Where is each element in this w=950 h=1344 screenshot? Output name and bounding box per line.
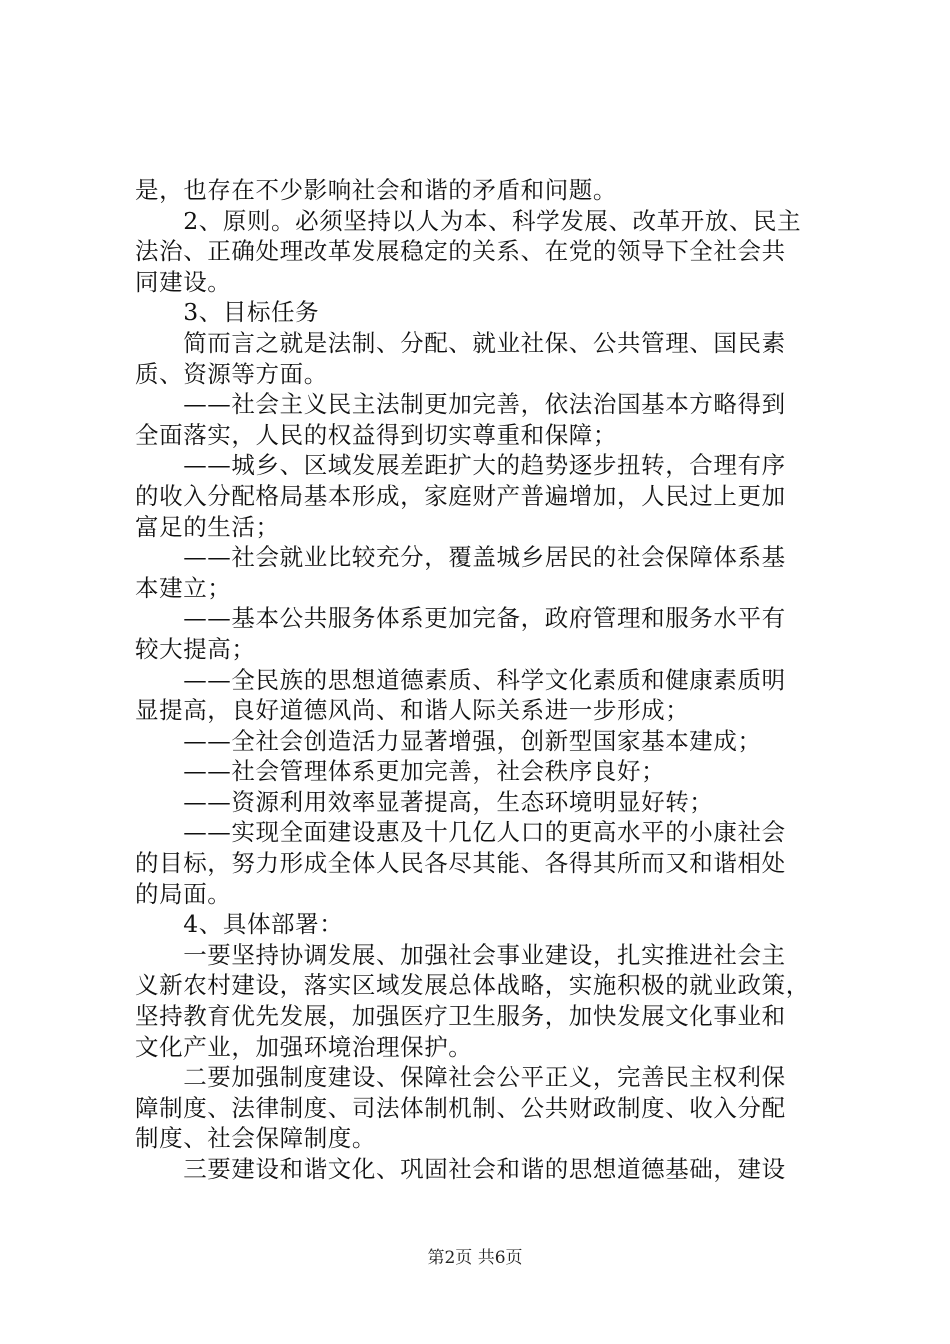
text-line: ——全社会创造活力显著增强，创新型国家基本建成； bbox=[135, 726, 762, 755]
text-line: 的收入分配格局基本形成，家庭财产普遍增加，人民过上更加 bbox=[135, 481, 786, 510]
text-line: ——城乡、区域发展差距扩大的趋势逐步扭转，合理有序 bbox=[135, 451, 786, 480]
text-line: 的目标，努力形成全体人民各尽其能、各得其所而又和谐相处 bbox=[135, 849, 786, 878]
text-line: 二要加强制度建设、保障社会公平正义，完善民主权利保 bbox=[135, 1063, 786, 1092]
text-line: 较大提高； bbox=[135, 634, 256, 663]
text-line: 简而言之就是法制、分配、就业社保、公共管理、国民素 bbox=[135, 328, 786, 357]
document-body bbox=[135, 175, 835, 1185]
text-line: 文化产业，加强环境治理保护。 bbox=[135, 1032, 473, 1061]
text-line: ——社会主义民主法制更加完善，依法治国基本方略得到 bbox=[135, 390, 786, 419]
text-line: 的局面。 bbox=[135, 879, 232, 908]
page-number-label: 第2页 共6页 bbox=[427, 1248, 523, 1268]
text-line: 质、资源等方面。 bbox=[135, 359, 328, 388]
text-line: 同建设。 bbox=[135, 267, 232, 296]
text-line: 一要坚持协调发展、加强社会事业建设，扎实推进社会主 bbox=[135, 940, 786, 969]
text-line: 本建立； bbox=[135, 573, 232, 602]
text-line: ——社会管理体系更加完善，社会秩序良好； bbox=[135, 757, 666, 786]
text-line: 三要建设和谐文化、巩固社会和谐的思想道德基础，建设 bbox=[135, 1155, 786, 1183]
text-line: 显提高，良好道德风尚、和谐人际关系进一步形成； bbox=[135, 696, 690, 725]
text-line: 3、目标任务 bbox=[135, 298, 320, 327]
text-line: 是，也存在不少影响社会和谐的矛盾和问题。 bbox=[135, 176, 617, 204]
text-line: ——社会就业比较充分，覆盖城乡居民的社会保障体系基 bbox=[135, 543, 786, 572]
text-line: 2、原则。必须坚持以人为本、科学发展、改革开放、民主 bbox=[135, 206, 802, 235]
text-line: 障制度、法律制度、司法体制机制、公共财政制度、收入分配 bbox=[135, 1093, 786, 1122]
text-line: ——资源利用效率显著提高，生态环境明显好转； bbox=[135, 787, 714, 816]
text-line: 坚持教育优先发展，加强医疗卫生服务，加快发展文化事业和 bbox=[135, 1002, 786, 1031]
text-line: ——实现全面建设惠及十几亿人口的更高水平的小康社会 bbox=[135, 818, 786, 847]
text-line: 义新农村建设，落实区域发展总体战略，实施积极的就业政策， bbox=[135, 971, 810, 1000]
text-line: 制度、社会保障制度。 bbox=[135, 1124, 376, 1153]
text-line: ——基本公共服务体系更加完备，政府管理和服务水平有 bbox=[135, 604, 786, 633]
text-line: 法治、正确处理改革发展稳定的关系、在党的领导下全社会共 bbox=[135, 237, 786, 266]
text-line: 4、具体部署： bbox=[135, 910, 344, 939]
text-line: 富足的生活； bbox=[135, 512, 280, 541]
text-line: 全面落实，人民的权益得到切实尊重和保障； bbox=[135, 420, 617, 449]
page-footer bbox=[0, 1243, 950, 1268]
text-line: ——全民族的思想道德素质、科学文化素质和健康素质明 bbox=[135, 665, 786, 694]
